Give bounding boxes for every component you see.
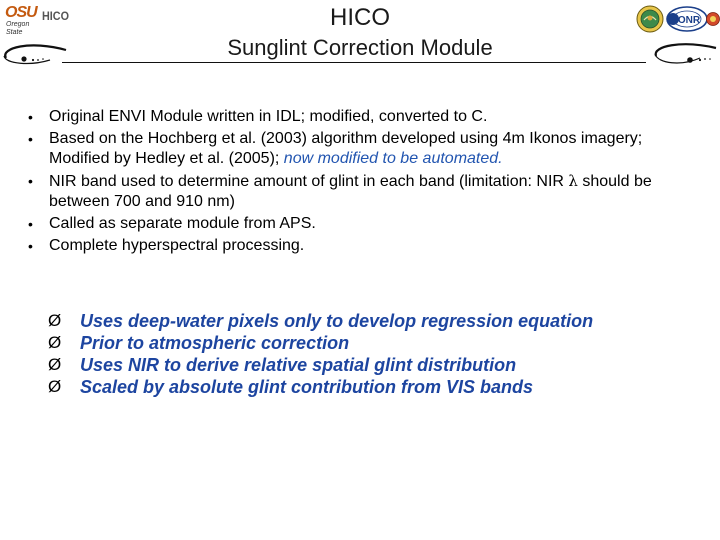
bullet-accent-text: now modified to be automated. — [283, 150, 503, 167]
arrow-bullet-icon: Ø — [48, 333, 62, 352]
bullet-dot: • — [28, 109, 33, 125]
sub-point-text: Uses NIR to derive relative spatial glint distribution — [80, 355, 517, 375]
bullet-text: NIR band used to determine amount of glint in each band (limitation: NIR — [49, 173, 569, 190]
sub-point-item — [48, 310, 688, 332]
onr-logo-text: ONR — [677, 15, 701, 26]
arrow-bullet-icon: Ø — [48, 311, 62, 330]
sub-point-item — [48, 376, 688, 398]
navy-emblem-icon — [706, 8, 720, 30]
bullet-item — [28, 129, 688, 169]
orbit-swoosh-right-icon — [652, 36, 720, 68]
bullet-dot: • — [28, 131, 33, 147]
bullet-dot: • — [28, 173, 33, 189]
hico-logo: HICO — [42, 9, 69, 23]
sub-point-item — [48, 354, 688, 376]
sub-point-text: Uses deep-water pixels only to develop regression equation — [80, 311, 594, 331]
osu-logo-subtext: Oregon State — [6, 21, 30, 36]
arrow-bullet-icon: Ø — [48, 355, 62, 374]
arrow-bullet-icon: Ø — [48, 377, 62, 396]
slide-subtitle: Sunglint Correction Module — [227, 35, 493, 60]
sub-point-text: Scaled by absolute glint contribution from VIS bands — [80, 377, 534, 397]
onr-logo-icon — [666, 5, 708, 33]
bullet-item — [28, 236, 688, 256]
bullet-dot: • — [28, 238, 33, 254]
bullet-text: Complete hyperspectral processing. — [49, 237, 305, 254]
sub-point-list — [48, 310, 688, 398]
bullet-text: Based on the Hochberg et al. (2003) algorithm developed using 4m Ikonos imagery; Modified by Hedley et al. (2005); — [49, 130, 643, 167]
bullet-text-continued: should be between 700 and 910 nm) — [49, 173, 652, 210]
bullet-text: Called as separate module from APS. — [49, 215, 316, 232]
bullet-list — [28, 107, 688, 258]
osu-logo-text: OSU — [5, 4, 37, 21]
bullet-text: Original ENVI Module written in IDL; modified, converted to C. — [49, 108, 488, 125]
bullet-item — [28, 214, 688, 234]
bullet-item — [28, 171, 688, 212]
bullet-dot: • — [28, 216, 33, 232]
bullet-item — [28, 107, 688, 127]
lambda-symbol: λ — [568, 172, 578, 190]
sub-point-item — [48, 332, 688, 354]
agency-seal-icon — [636, 5, 664, 33]
slide-title: HICO — [330, 4, 390, 31]
sub-point-text: Prior to atmospheric correction — [80, 333, 350, 353]
title-underline — [62, 62, 646, 63]
